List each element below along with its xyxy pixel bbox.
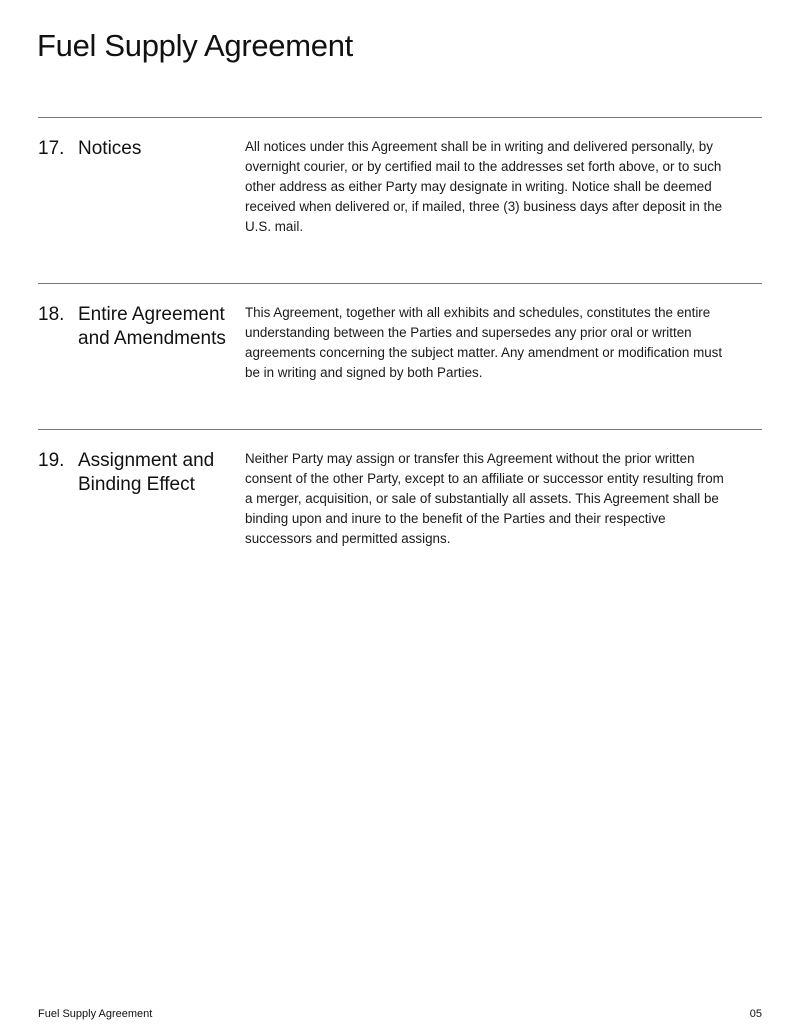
page-number: 05 [749,1008,762,1020]
section-17 [38,117,762,283]
section-number: 18. [38,304,65,325]
section-body: Neither Party may assign or transfer this Agreement without the prior written consent of the other Party, except to an affiliate or successor entity resulting from a merger, acquisition, or sale of substantially all assets. This Agreement shall be binding upon and inure to the benefit of the Parties and their respective successors and permitted assigns. [245,451,724,546]
section-heading: Assignment and Binding Effect [78,450,215,495]
section-number: 19. [38,450,65,471]
section-number: 17. [38,138,65,159]
footer-title: Fuel Supply Agreement [38,1008,153,1020]
section-19 [38,429,762,595]
section-body: All notices under this Agreement shall be in writing and delivered personally, by overnight courier, or by certified mail to the addresses set forth above, or to such other address as either Party may designate in writing. Notice shall be deemed received when delivered or, if mailed, three (3) business days after deposit in the U.S. mail. [245,139,723,234]
page-title: Fuel Supply Agreement [37,28,353,63]
section-18 [38,283,762,429]
section-heading: Entire Agreement and Amendments [78,304,226,349]
section-body: This Agreement, together with all exhibits and schedules, constitutes the entire understanding between the Parties and supersedes any prior oral or written agreements concerning the subject matter. Any amendment or modification must be in writing and signed by both Parties. [245,305,723,380]
section-heading: Notices [78,138,142,159]
sections-list [38,117,762,595]
